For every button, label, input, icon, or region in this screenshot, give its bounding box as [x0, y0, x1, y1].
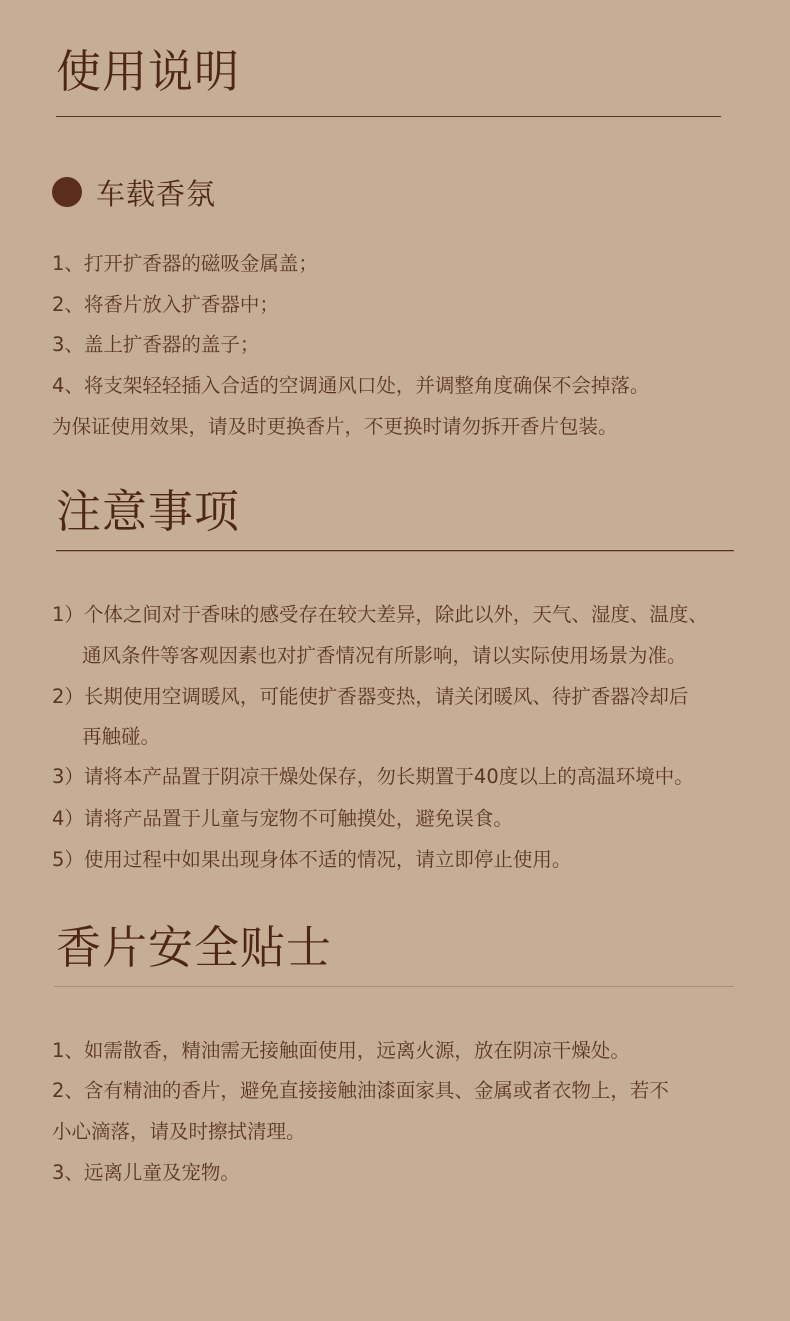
usage-subheading-text: 车载香氛: [96, 176, 217, 211]
tips-title-divider: [54, 986, 734, 987]
usage-step-2: 2、将香片放入扩香器中；: [52, 293, 279, 316]
notes-item-1: 1）个体之间对于香味的感受存在较大差异，除此以外，天气、湿度、温度、: [52, 603, 708, 626]
usage-note: 为保证使用效果，请及时更换香片，不更换时请勿拆开香片包装。: [52, 415, 618, 438]
usage-step-1: 1、打开扩香器的磁吸金属盖；: [52, 252, 318, 275]
tips-section-title: 香片安全贴士: [56, 921, 333, 974]
tips-item-3: 3、远离儿童及宠物。: [52, 1161, 240, 1184]
notes-item-4: 4）请将产品置于儿童与宠物不可触摸处，避免误食。: [52, 807, 513, 830]
usage-subheading: [52, 172, 216, 212]
tips-item-2: 2、含有精油的香片，避免直接接触油漆面家具、金属或者衣物上，若不: [52, 1079, 669, 1102]
usage-section-title: 使用说明: [56, 45, 241, 98]
notes-item-1-cont: 通风条件等客观因素也对扩香情况有所影响，请以实际使用场景为准。: [82, 644, 687, 667]
notes-item-5: 5）使用过程中如果出现身体不适的情况，请立即停止使用。: [52, 848, 572, 871]
notes-section-title: 注意事项: [56, 485, 241, 538]
notes-title-divider: [56, 550, 734, 552]
usage-step-3: 3、盖上扩香器的盖子；: [52, 333, 260, 356]
notes-item-3: 3）请将本产品置于阴凉干燥处保存，勿长期置于40度以上的高温环境中。: [52, 765, 694, 788]
notes-item-2: 2）长期使用空调暖风，可能使扩香器变热，请关闭暖风、待扩香器冷却后: [52, 685, 689, 708]
circle-bullet-icon: [52, 177, 82, 207]
notes-item-2-cont: 再触碰。: [82, 725, 161, 748]
tips-item-2-cont: 小心滴落，请及时擦拭清理。: [52, 1120, 306, 1143]
tips-item-1: 1、如需散香，精油需无接触面使用，远离火源，放在阴凉干燥处。: [52, 1039, 630, 1062]
usage-step-4: 4、将支架轻轻插入合适的空调通风口处，并调整角度确保不会掉落。: [52, 374, 650, 397]
usage-title-divider: [56, 116, 721, 117]
